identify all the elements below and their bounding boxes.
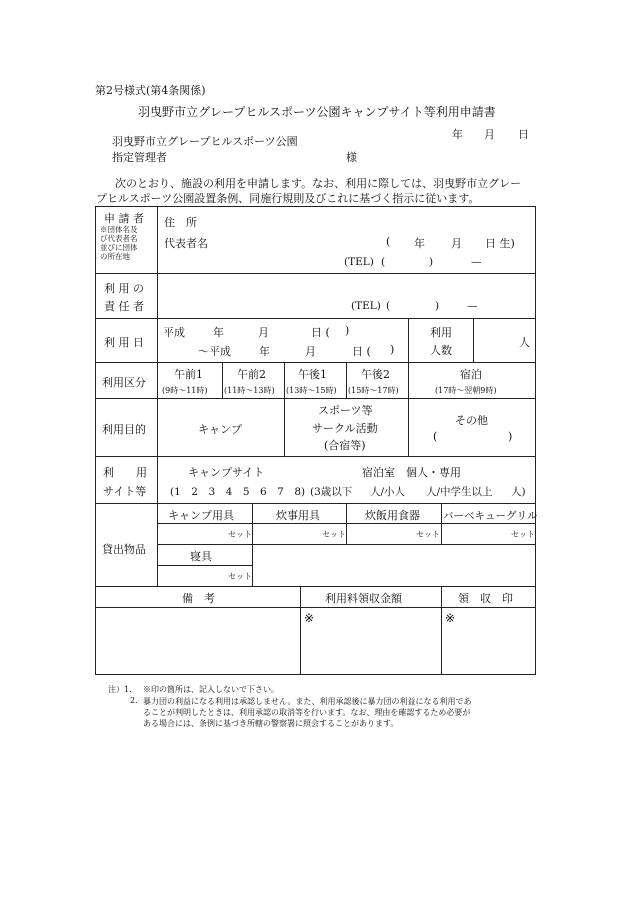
applicant-tel-label: (TEL) — [344, 256, 374, 268]
manager-tel-label: (TEL) — [351, 300, 381, 312]
notes-prefix: 注）1. — [108, 685, 132, 694]
note-1: ※印の箇所は、記入しないで下さい。 — [143, 685, 279, 694]
rental-item-camp-gear: キャンプ用具 — [168, 509, 234, 522]
end-era: ～平成 — [198, 345, 231, 358]
birth-month-label: 月 — [451, 237, 462, 250]
applicant-label: 申 請 者 — [104, 212, 144, 225]
birth-open: ( — [386, 235, 391, 248]
slot-pm1-name: 午後1 — [298, 368, 327, 381]
rental-label: 貸出物品 — [102, 543, 146, 556]
purpose-sports-line2: サークル活動 — [312, 422, 378, 435]
people-count-unit: 人 — [519, 336, 530, 349]
fee-office-mark: ※ — [304, 611, 315, 625]
end-day: 日 ( — [352, 345, 371, 358]
slot-pm1-time: (13時～15時) — [286, 386, 337, 395]
slot-am2-time: (11時～13時) — [224, 386, 275, 395]
rental-item-bbq-grill: バーベキューグリル — [443, 510, 538, 522]
site-under3: (3歳以下 — [310, 486, 353, 498]
usage-category-label: 利用区分 — [102, 376, 146, 389]
intro-line2: プヒルスポーツ公園設置条例、同施行規則及びこれに基づく指示に従います。 — [96, 192, 480, 205]
receipt-office-mark: ※ — [445, 611, 456, 625]
start-year: 年 — [213, 326, 224, 339]
form-title: 羽曳野市立グレープヒルスポーツ公園キャンプサイト等利用申請書 — [138, 105, 496, 119]
remarks-header: 備 考 — [182, 592, 215, 605]
site-camp: キャンプサイト — [188, 466, 265, 479]
manager-label-line1: 利 用 の — [104, 282, 144, 295]
purpose-label: 利用目的 — [102, 423, 146, 436]
set-unit: セット — [228, 572, 252, 581]
slot-overnight-time: (17時～翌朝9時) — [435, 386, 497, 395]
purpose-other-open: ( — [433, 430, 438, 443]
applicant-note-line: 並びに団体 — [100, 243, 138, 252]
slot-pm2-time: (15時～17時) — [348, 386, 399, 395]
purpose-other-label: その他 — [455, 414, 488, 427]
usage-date-label: 利 用 日 — [104, 336, 144, 349]
address-label: 住 所 — [164, 216, 197, 229]
applicant-note-line: ※団体名及 — [100, 225, 138, 234]
people-count-label-line2: 人数 — [430, 344, 452, 357]
note-2-line2: ることが判明したときは、利用承認の取消等を行います。なお、理由を確認するため必要が — [143, 708, 471, 717]
set-unit: セット — [322, 530, 346, 539]
slot-am1-time: (9時～11時) — [162, 386, 208, 395]
rental-item-bedding: 寝具 — [190, 550, 212, 563]
note-2-line1: 暴力団の利益になる利用は承認しません。また、利用承認後に暴力団の利益になる利用であ — [143, 697, 472, 706]
fee-header: 利用料領収金額 — [325, 592, 402, 605]
birth-year-label: 年 — [414, 237, 425, 250]
addressee-honorific: 様 — [346, 151, 357, 164]
manager-tel-close: ) — [435, 300, 440, 312]
note-2-line3: ある場合には、条例に基づき所轄の警察署に照会することがあります。 — [143, 719, 399, 728]
applicant-note-line: び代表者名 — [100, 234, 138, 243]
form-number: 第2号様式(第4条関係) — [95, 84, 206, 97]
manager-tel-dash: — — [467, 300, 478, 312]
purpose-camp: キャンプ — [198, 423, 242, 436]
applicant-tel-close: ) — [429, 256, 434, 268]
purpose-sports-line1: スポーツ等 — [318, 404, 373, 417]
purpose-other-close: ) — [508, 430, 513, 443]
birth-day-label: 日 生) — [485, 237, 515, 250]
end-year: 年 — [259, 345, 270, 358]
slot-am2-name: 午前2 — [237, 368, 266, 381]
rental-item-cooking-gear: 炊事用具 — [276, 509, 320, 522]
start-day: 日 ( — [311, 326, 330, 339]
end-month: 月 — [305, 345, 316, 358]
representative-label: 代表者名 — [164, 237, 208, 250]
site-label-line2: サイト等 — [103, 485, 147, 498]
applicant-tel-dash: — — [471, 256, 482, 268]
start-close: ) — [345, 324, 350, 337]
site-junior-unit: 人/中学生以上 — [426, 486, 493, 498]
applicant-note-line: の所在地 — [100, 252, 130, 261]
manager-label-line2: 責 任 者 — [104, 300, 144, 313]
start-month: 月 — [258, 326, 269, 339]
date-day-label: 日 — [518, 128, 529, 141]
addressee-line2: 指定管理者 — [112, 151, 167, 164]
note-2-number: 2. — [130, 696, 138, 705]
people-count-label-line1: 利用 — [430, 326, 452, 339]
site-child-unit: 人/小人 — [370, 486, 406, 498]
site-label-line1: 利 用 — [103, 466, 147, 479]
date-year-label: 年 — [452, 128, 463, 141]
rental-item-tableware: 炊飯用食器 — [365, 509, 420, 522]
end-close: ) — [390, 343, 395, 356]
site-lodging: 宿泊室 個人・専用 — [362, 466, 461, 479]
start-era: 平成 — [163, 326, 185, 339]
date-month-label: 月 — [484, 128, 495, 141]
receipt-stamp-header: 領 収 印 — [458, 592, 513, 605]
slot-am1-name: 午前1 — [174, 368, 203, 381]
slot-pm2-name: 午後2 — [361, 368, 390, 381]
set-unit: セット — [228, 530, 252, 539]
set-unit: セット — [511, 530, 535, 539]
slot-overnight-name: 宿泊 — [460, 368, 482, 381]
purpose-sports-line3: (合宿等) — [324, 439, 366, 452]
manager-tel-open: ( — [386, 300, 391, 312]
intro-line1: 次のとおり、施設の利用を申請します。なお、利用に際しては、羽曳野市立グレー — [115, 177, 522, 190]
site-adult-unit: 人) — [511, 486, 526, 498]
set-unit: セット — [416, 530, 440, 539]
site-numbers: (1 2 3 4 5 6 7 8) — [170, 486, 306, 498]
applicant-tel-open: ( — [381, 256, 386, 268]
addressee-line1: 羽曳野市立グレープヒルスポーツ公園 — [112, 135, 298, 148]
applicant-note — [100, 225, 138, 261]
